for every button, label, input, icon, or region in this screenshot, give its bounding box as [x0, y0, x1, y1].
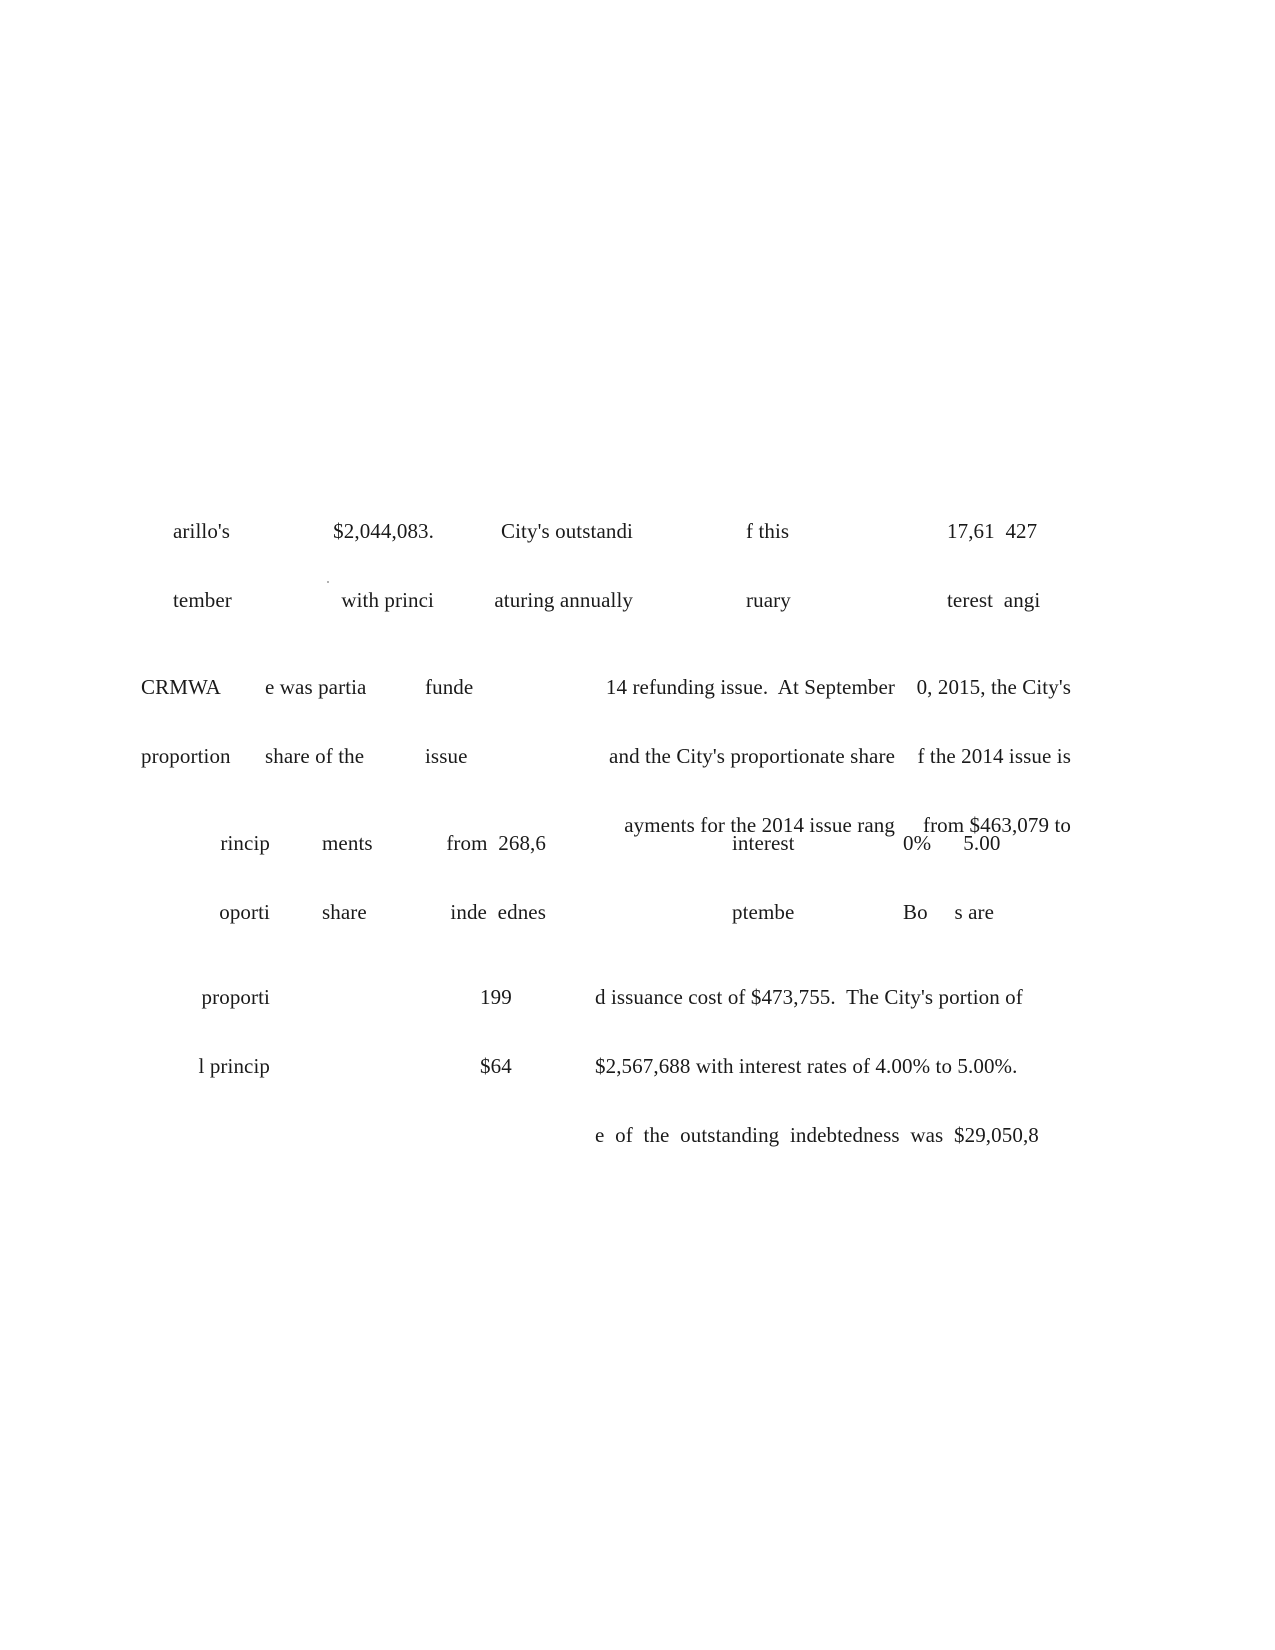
text-line: 199	[480, 985, 512, 1009]
text-line: f this	[746, 519, 790, 543]
text-fragment	[322, 786, 373, 970]
text-line: aturing annually	[494, 588, 633, 612]
text-line: e of the outstanding indebtedness was $29,050,8	[595, 1123, 1039, 1147]
speck-mark	[327, 581, 329, 583]
text-fragment	[480, 940, 512, 1124]
text-line: 14 refunding issue. At September	[605, 675, 895, 699]
text-line: f the 2014 issue is	[917, 744, 1071, 768]
text-line: ptembe	[732, 900, 795, 924]
text-line: proporti	[201, 985, 270, 1009]
text-line: arillo's	[173, 519, 231, 543]
text-line: interest	[732, 831, 795, 855]
text-line: tember	[173, 588, 232, 612]
text-line: ments	[322, 831, 373, 855]
text-line: City's outstandi	[501, 519, 633, 543]
text-line: proportion	[141, 744, 231, 768]
text-fragment	[595, 940, 1039, 1193]
text-line: 0% 5.00	[903, 831, 1001, 855]
text-line: e was partia	[265, 675, 367, 699]
text-line: $64	[480, 1054, 512, 1078]
text-fragment	[180, 940, 270, 1124]
text-line: issue	[425, 744, 468, 768]
text-line: d issuance cost of $473,755. The City's portion of	[595, 985, 1023, 1009]
text-line: rincip	[220, 831, 270, 855]
text-line: Bo s are	[903, 900, 995, 924]
text-line: $2,044,083.	[333, 519, 434, 543]
text-line: with princi	[341, 588, 434, 612]
text-line: 17,61 427	[947, 519, 1038, 543]
text-line: l princip	[198, 1054, 270, 1078]
text-line: share of the	[265, 744, 365, 768]
text-line: CRMWA	[141, 675, 221, 699]
text-line: from $463,079 to	[922, 813, 1071, 837]
text-line: ayments for the 2014 issue rang	[624, 813, 895, 837]
text-line: terest angi	[947, 588, 1041, 612]
text-line: share	[322, 900, 367, 924]
text-line: 0, 2015, the City's	[916, 675, 1071, 699]
text-line: $2,567,688 with interest rates of 4.00% to 5.00%.	[595, 1054, 1018, 1078]
text-line: and the City's proportionate share	[609, 744, 895, 768]
text-line: from 268,6	[446, 831, 546, 855]
text-line: inde ednes	[450, 900, 546, 924]
text-line: ruary	[746, 588, 791, 612]
text-line: oporti	[219, 900, 270, 924]
text-line: funde	[425, 675, 474, 699]
